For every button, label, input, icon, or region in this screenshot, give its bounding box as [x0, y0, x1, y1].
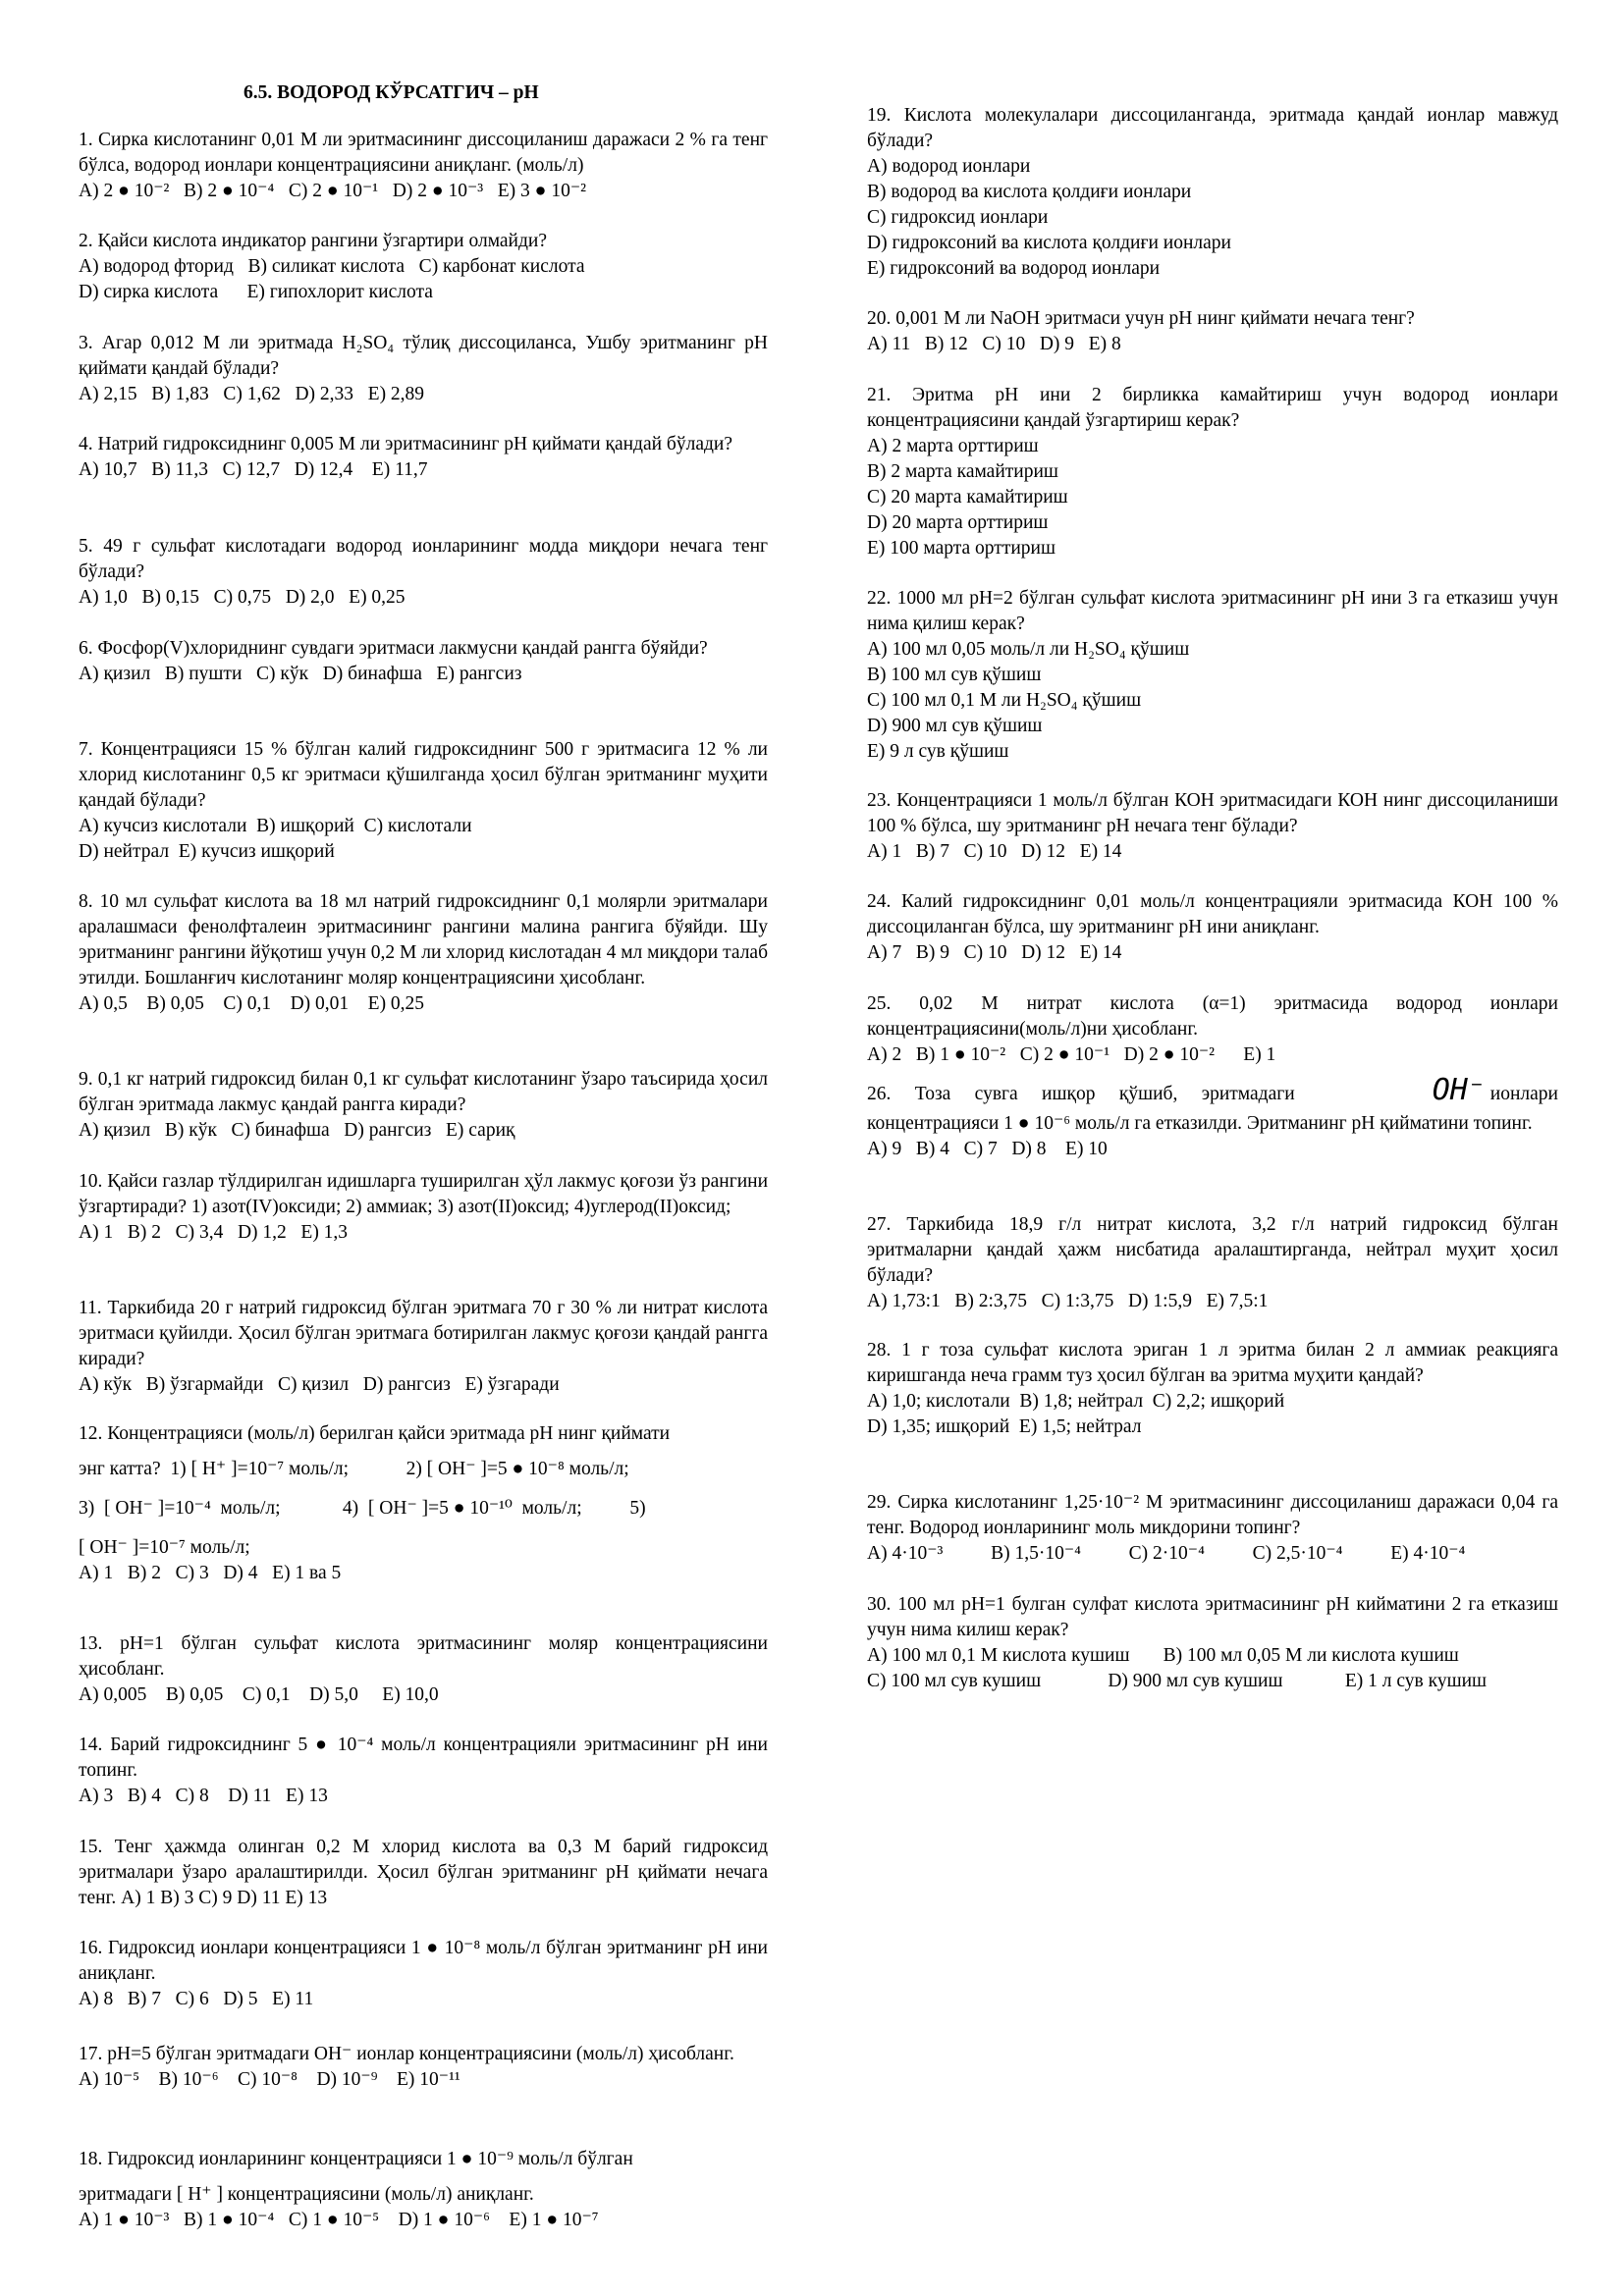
question-text: 1. Сирка кислотанинг 0,01 М ли эритмасининг диссоциланиш даражаси 2 % га тенг бўлса, водород ионлари концентрациясини аниқланг. (моль/л) [79, 130, 768, 176]
question-11 [79, 1296, 768, 1398]
question-text: 24. Калий гидроксиднинг 0,01 моль/л концентрацияли эритмасида КОН 100 % диссоциланган бўлса, шу эритманинг pH ини аниқланг. [867, 891, 1558, 937]
answer-options: A) водород фторид B) силикат кислота C) карбонат кислота [79, 256, 585, 277]
answer-option: A) водород ионлари [867, 156, 1031, 177]
answer-options: A) 1 ● 10⁻³ B) 1 ● 10⁻⁴ C) 1 ● 10⁻⁵ D) 1 ● 10⁻⁶ E) 1 ● 10⁻⁷ [79, 2210, 599, 2230]
page-title: 6.5. ВОДОРОД КЎРСАТГИЧ – pH [244, 82, 539, 103]
question-21 [867, 383, 1558, 561]
answer-options: A) қизил B) кўк C) бинафша D) рангсиз E) сариқ [79, 1120, 515, 1141]
answer-options: D) сирка кислота E) гипохлорит кислота [79, 282, 433, 302]
question-line: [ OH⁻ ]=10⁻⁷ моль/л; [79, 1537, 250, 1558]
question-6 [79, 636, 768, 687]
answer-option: D) гидроксоний ва кислота қолдиғи ионлари [867, 233, 1231, 253]
answer-options: A) 7 B) 9 C) 10 D) 12 E) 14 [867, 942, 1122, 963]
answer-option: A) 2 марта орттириш [867, 436, 1039, 456]
answer-options: A) 1,0 B) 0,15 C) 0,75 D) 2,0 E) 0,25 [79, 587, 406, 608]
question-text: 29. Сирка кислотанинг 1,25·10⁻² М эритмасининг диссоциланиш даражаси 0,04 га тенг. Водород ионларининг моль микдорини топинг? [867, 1492, 1558, 1538]
question-text: 19. Кислота молекулалари диссоциланганда, эритмада қандай ионлар мавжуд бўлади? [867, 105, 1558, 151]
question-text: 28. 1 г тоза сульфат кислота эриган 1 л эритма билан 2 л аммиак реакцияга киришганда неча грамм туз ҳосил бўлган ва эритма муҳити қандай? [867, 1340, 1558, 1386]
question-13 [79, 1631, 768, 1708]
answer-option: C) гидроксид ионлари [867, 207, 1049, 228]
question-text: 2. Қайси кислота индикатор рангини ўзгартири олмайди? [79, 231, 548, 251]
question-25 [867, 991, 1558, 1068]
question-16 [79, 1936, 768, 2012]
question-line: 3) [ OH⁻ ]=10⁻⁴ моль/л; 4) [ OH⁻ ]=5 ● 10⁻¹⁰ моль/л; 5) [79, 1498, 646, 1519]
question-text: 18. Гидроксид ионларининг концентрацияси 1 ● 10⁻⁹ моль/л бўлган [79, 2149, 633, 2169]
question-text: 11. Таркибида 20 г натрий гидроксид бўлган эритмага 70 г 30 % ли нитрат кислота эритмаси қуйилди. Ҳосил бўлган эритмага ботирилган лакмус қоғози қандай рангга киради? [79, 1298, 768, 1369]
question-text: 4. Натрий гидроксиднинг 0,005 М ли эритмасининг pH қиймати қандай бўлади? [79, 434, 732, 454]
question-text: 21. Эритма pH ини 2 бирликка камайтириш учун водород ионлари концентрациясини қандай ўзгартириш керак? [867, 385, 1558, 431]
question-text: 3. Агар 0,012 М ли эритмада H₂SO₄ тўлиқ диссоциланса, Ушбу эритманинг pH қиймати қандай бўлади? [79, 333, 768, 379]
answer-options: A) қизил B) пушти C) кўк D) бинафша E) рангсиз [79, 664, 522, 684]
answer-option: B) 2 марта камайтириш [867, 461, 1058, 482]
question-15 [79, 1835, 768, 1911]
answer-option: C) 20 марта камайтириш [867, 487, 1068, 507]
answer-options: A) 9 B) 4 C) 7 D) 8 E) 10 [867, 1139, 1108, 1159]
answer-options: A) 2 B) 1 ● 10⁻² C) 2 ● 10⁻¹ D) 2 ● 10⁻² E) 1 [867, 1044, 1276, 1065]
answer-option: C) 100 мл 0,1 М ли H₂SO₄ қўшиш [867, 690, 1142, 711]
answer-options: A) кўк B) ўзгармайди C) қизил D) рангсиз E) ўзгаради [79, 1374, 560, 1395]
question-28 [867, 1338, 1558, 1440]
answer-option: B) водород ва кислота қолдиғи ионлари [867, 182, 1192, 202]
question-7 [79, 737, 768, 865]
question-2 [79, 229, 768, 305]
question-24 [867, 889, 1558, 966]
answer-options: C) 100 мл сув кушиш D) 900 мл сув кушиш E) 1 л сув кушиш [867, 1671, 1488, 1691]
answer-options: A) 0,005 B) 0,05 C) 0,1 D) 5,0 E) 10,0 [79, 1684, 439, 1705]
answer-options: A) 2,15 B) 1,83 C) 1,62 D) 2,33 E) 2,89 [79, 384, 425, 404]
answer-options: A) 0,5 B) 0,05 C) 0,1 D) 0,01 E) 0,25 [79, 993, 425, 1014]
answer-options: A) 8 B) 7 C) 6 D) 5 E) 11 [79, 1989, 314, 2009]
question-text: 22. 1000 мл pH=2 бўлган сульфат кислота эритмасининг pH ини 3 га етказиш учун нима қилиш керак? [867, 588, 1558, 634]
answer-option: A) 100 мл 0,05 моль/л ли H₂SO₄ қўшиш [867, 639, 1190, 660]
question-22 [867, 586, 1558, 765]
answer-option: D) 900 мл сув қўшиш [867, 716, 1043, 736]
question-text: ионлари [1489, 1084, 1558, 1104]
answer-options: D) нейтрал E) кучсиз ишқорий [79, 841, 335, 862]
question-text: 30. 100 мл pH=1 булган сулфат кислота эритмасининг pH кийматини 2 га етказиш учун нима килиш керак? [867, 1594, 1558, 1640]
question-4 [79, 432, 768, 483]
question-line [867, 1073, 1558, 1111]
answer-option: B) 100 мл сув қўшиш [867, 665, 1042, 685]
question-line: эритмадаги [ H⁺ ] концентрациясини (моль/л) аниқланг. [79, 2184, 534, 2205]
answer-options: A) 100 мл 0,1 М кислота кушиш B) 100 мл 0,05 М ли кислота кушиш [867, 1645, 1459, 1666]
hydroxide-symbol: OH⁻ [1432, 1073, 1486, 1107]
question-text: 16. Гидроксид ионлари концентрацияси 1 ● 10⁻⁸ моль/л бўлган эритманинг pH ини аниқланг. [79, 1938, 768, 1984]
question-text: 26. Тоза сувга ишқор қўшиб, эритмадаги [867, 1084, 1295, 1104]
question-5 [79, 534, 768, 611]
question-27 [867, 1212, 1558, 1314]
question-text: 14. Барий гидроксиднинг 5 ● 10⁻⁴ моль/л концентрацияли эритмасининг pH ини топинг. [79, 1735, 768, 1781]
question-text: 6. Фосфор(V)хлориднинг сувдаги эритмаси лакмусни қандай рангга бўяйди? [79, 638, 708, 659]
question-8 [79, 889, 768, 1017]
question-19 [867, 103, 1558, 282]
question-text: 8. 10 мл сульфат кислота ва 18 мл натрий гидроксиднинг 0,1 молярли эритмалари аралашмаси фенолфталеин эритмасининг рангини малина рангига бўяйди. Шу эритманинг рангини йўқотиш учун 0,2 М ли хлорид кислотадан 4 мл миқдори талаб этилди. Бошланғич кислотанинг моляр концентрациясини ҳисобланг. [79, 891, 769, 988]
answer-option: E) гидроксоний ва водород ионлари [867, 258, 1161, 279]
question-3 [79, 331, 768, 407]
question-1 [79, 128, 768, 204]
question-text: 17. pH=5 бўлган эритмадаги OH⁻ ионлар концентрациясини (моль/л) ҳисобланг. [79, 2044, 734, 2064]
question-26 [867, 1073, 1558, 1162]
question-text: 12. Концентрацияси (моль/л) берилган қайси эритмада pH нинг қиймати [79, 1423, 671, 1444]
answer-options: A) 1,73:1 B) 2:3,75 C) 1:3,75 D) 1:5,9 E) 7,5:1 [867, 1291, 1269, 1311]
answer-options: A) 10,7 B) 11,3 C) 12,7 D) 12,4 E) 11,7 [79, 459, 428, 480]
question-text: концентрацияси 1 ● 10⁻⁶ моль/л га етказилди. Эритманинг pH қийматини топинг. [867, 1113, 1533, 1134]
question-text: 9. 0,1 кг натрий гидроксид билан 0,1 кг сульфат кислотанинг ўзаро таъсирида ҳосил бўлган эритмада лакмус қандай рангга киради? [79, 1069, 768, 1115]
question-line: энг катта? 1) [ H⁺ ]=10⁻⁷ моль/л; 2) [ OH⁻ ]=5 ● 10⁻⁸ моль/л; [79, 1459, 629, 1479]
question-text: 25. 0,02 М нитрат кислота (α=1) эритмасида водород ионлари концентрациясини(моль/л)ни ҳисобланг. [867, 993, 1558, 1040]
question-29 [867, 1490, 1558, 1567]
answer-options: A) 4·10⁻³ B) 1,5·10⁻⁴ C) 2·10⁻⁴ C) 2,5·10⁻⁴ E) 4·10⁻⁴ [867, 1543, 1466, 1564]
question-30 [867, 1592, 1558, 1694]
question-text: 23. Концентрацияси 1 моль/л бўлган КОН эритмасидаги КОН нинг диссоциланиши 100 % бўлса, шу эритманинг pH нечага тенг бўлади? [867, 790, 1558, 836]
answer-options: A) 11 B) 12 C) 10 D) 9 E) 8 [867, 334, 1121, 354]
question-text: 7. Концентрацияси 15 % бўлган калий гидроксиднинг 500 г эритмасига 12 % ли хлорид кислотанинг 0,5 кг эритмаси қўшилганда ҳосил бўлган эритманинг муҳити қандай бўлади? [79, 739, 768, 811]
question-20 [867, 306, 1558, 357]
answer-option: D) 20 марта орттириш [867, 512, 1049, 533]
answer-options: A) кучсиз кислотали B) ишқорий C) кислотали [79, 816, 472, 836]
question-text: 15. Тенг ҳажмда олинган 0,2 М хлорид кислота ва 0,3 М барий гидроксид эритмалари ўзаро аралаштирилди. Ҳосил бўлган эритманинг pH қиймати нечага тенг. A) 1 B) 3 C) 9 D) 11 E) 13 [79, 1837, 768, 1908]
question-23 [867, 788, 1558, 865]
answer-options: A) 10⁻⁵ B) 10⁻⁶ C) 10⁻⁸ D) 10⁻⁹ E) 10⁻¹¹ [79, 2069, 460, 2090]
answer-options: A) 1,0; кислотали B) 1,8; нейтрал C) 2,2; ишқорий [867, 1391, 1285, 1412]
answer-options: A) 2 ● 10⁻² B) 2 ● 10⁻⁴ C) 2 ● 10⁻¹ D) 2 ● 10⁻³ E) 3 ● 10⁻² [79, 181, 586, 201]
answer-options: D) 1,35; ишқорий E) 1,5; нейтрал [867, 1416, 1142, 1437]
question-17 [79, 2042, 768, 2093]
answer-options: A) 3 B) 4 C) 8 D) 11 E) 13 [79, 1786, 328, 1806]
answer-option: E) 100 марта орттириш [867, 538, 1056, 559]
answer-options: A) 1 B) 7 C) 10 D) 12 E) 14 [867, 841, 1122, 862]
question-9 [79, 1067, 768, 1144]
question-10 [79, 1169, 768, 1246]
answer-options: A) 1 B) 2 C) 3,4 D) 1,2 E) 1,3 [79, 1222, 349, 1243]
answer-option: E) 9 л сув қўшиш [867, 741, 1009, 762]
answer-options: A) 1 B) 2 C) 3 D) 4 E) 1 ва 5 [79, 1563, 342, 1583]
question-text: 13. pH=1 бўлган сульфат кислота эритмасининг моляр концентрациясини ҳисобланг. [79, 1633, 768, 1680]
question-text: 5. 49 г сульфат кислотадаги водород ионларининг модда миқдори нечага тенг бўлади? [79, 536, 768, 582]
question-text: 20. 0,001 М ли NaOH эритмаси учун pH нинг қиймати нечага тенг? [867, 308, 1415, 329]
question-18 [79, 2147, 768, 2233]
question-text: 27. Таркибида 18,9 г/л нитрат кислота, 3,2 г/л натрий гидроксид бўлган эритмаларни қандай ҳажм нисбатида аралаштирганда, нейтрал муҳит ҳосил бўлади? [867, 1214, 1558, 1286]
question-12 [79, 1421, 768, 1586]
question-14 [79, 1733, 768, 1809]
question-text: 10. Қайси газлар тўлдирилган идишларга туширилган ҳўл лакмус қоғози ўз рангини ўзгартиради? 1) азот(IV)оксиди; 2) аммиак; 3) азот(II)оксид; 4)углерод(II)оксид; [79, 1171, 768, 1217]
